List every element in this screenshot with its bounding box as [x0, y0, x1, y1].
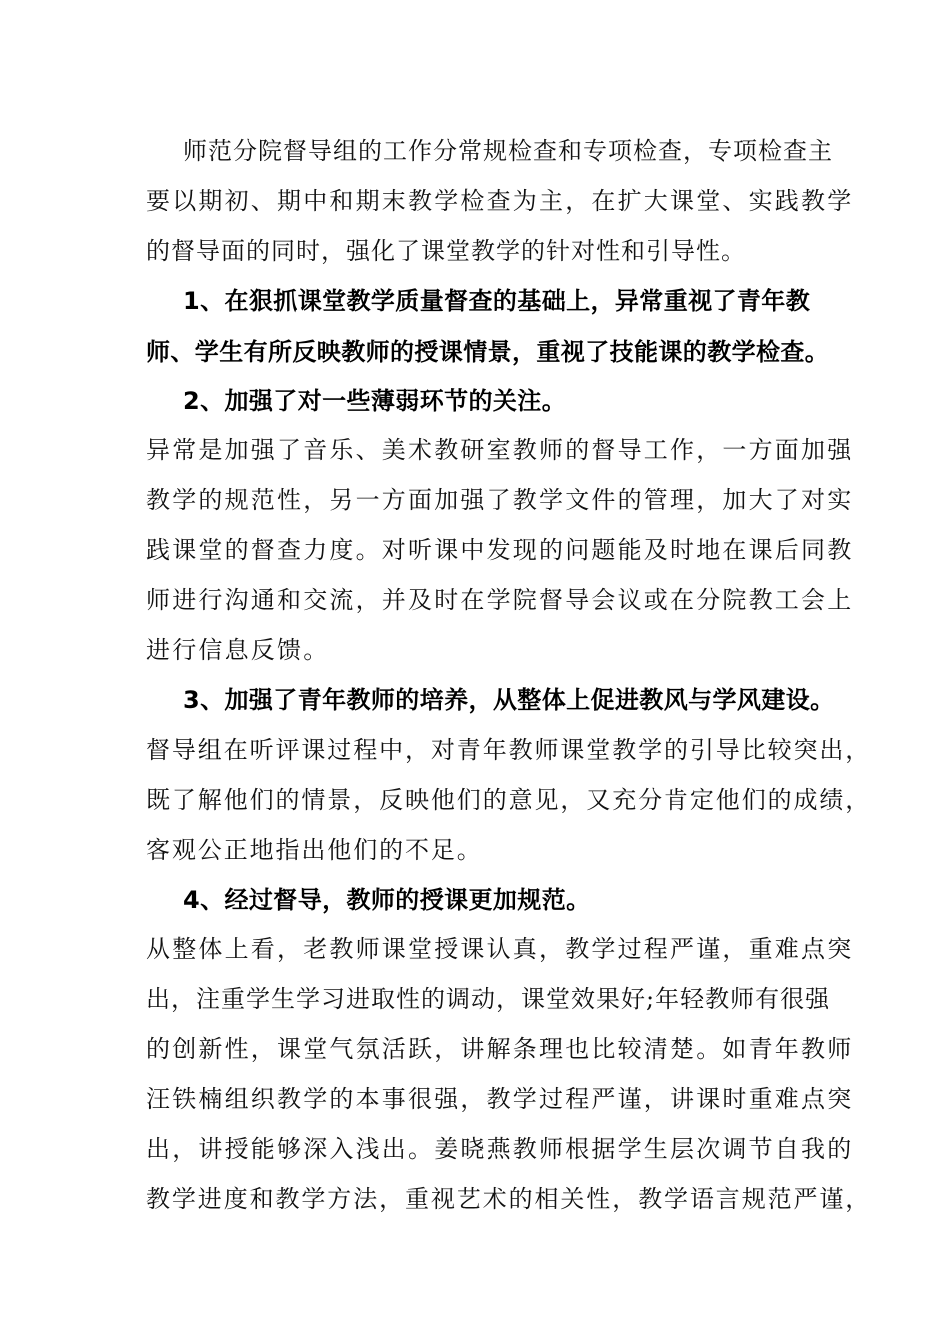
- paragraph-1-line-3: 的督导面的同时，强化了课堂教学的针对性和引导性。: [146, 237, 746, 265]
- heading-1-line-2: 师、学生有所反映教师的授课情景，重视了技能课的教学检查。: [146, 338, 830, 366]
- paragraph-1-line-1: 师范分院督导组的工作分常规检查和专项检查，专项检查主: [183, 137, 833, 165]
- paragraph-2-line-4: 师进行沟通和交流，并及时在学院督导会议或在分院教工会上: [146, 586, 854, 614]
- heading-4: 4、经过督导，教师的授课更加规范。: [183, 886, 591, 914]
- paragraph-3-line-1: 督导组在听评课过程中，对青年教师课堂教学的引导比较突出，: [146, 736, 872, 764]
- paragraph-2-line-5: 进行信息反馈。: [146, 636, 330, 664]
- heading-1-line-1: 1、在狠抓课堂教学质量督查的基础上，异常重视了青年教: [183, 287, 811, 315]
- paragraph-4-line-6: 教学进度和教学方法，重视艺术的相关性，教学语言规范严谨，: [146, 1185, 872, 1213]
- paragraph-1-line-2: 要以期初、期中和期末教学检查为主，在扩大课堂、实践教学: [146, 187, 854, 215]
- heading-2: 2、加强了对一些薄弱环节的关注。: [183, 387, 567, 415]
- paragraph-4-line-3: 的创新性，课堂气氛活跃，讲解条理也比较清楚。如青年教师: [146, 1035, 854, 1063]
- heading-3: 3、加强了青年教师的培养，从整体上促进教风与学风建设。: [183, 686, 835, 714]
- paragraph-2-line-1: 异常是加强了音乐、美术教研室教师的督导工作，一方面加强: [146, 436, 854, 464]
- paragraph-3-line-3: 客观公正地指出他们的不足。: [146, 836, 483, 864]
- paragraph-4-line-2: 出，注重学生学习进取性的调动，课堂效果好;年轻教师有很强: [146, 985, 831, 1013]
- paragraph-4-line-5: 出，讲授能够深入浅出。姜晓燕教师根据学生层次调节自我的: [146, 1135, 854, 1163]
- paragraph-4-line-4: 汪铁楠组织教学的本事很强，教学过程严谨，讲课时重难点突: [146, 1085, 854, 1113]
- paragraph-2-line-3: 践课堂的督查力度。对听课中发现的问题能及时地在课后同教: [146, 536, 854, 564]
- paragraph-2-line-2: 教学的规范性，另一方面加强了教学文件的管理，加大了对实: [146, 486, 854, 514]
- paragraph-3-line-2: 既了解他们的情景，反映他们的意见，又充分肯定他们的成绩，: [146, 786, 872, 814]
- paragraph-4-line-1: 从整体上看，老教师课堂授课认真，教学过程严谨，重难点突: [146, 935, 854, 963]
